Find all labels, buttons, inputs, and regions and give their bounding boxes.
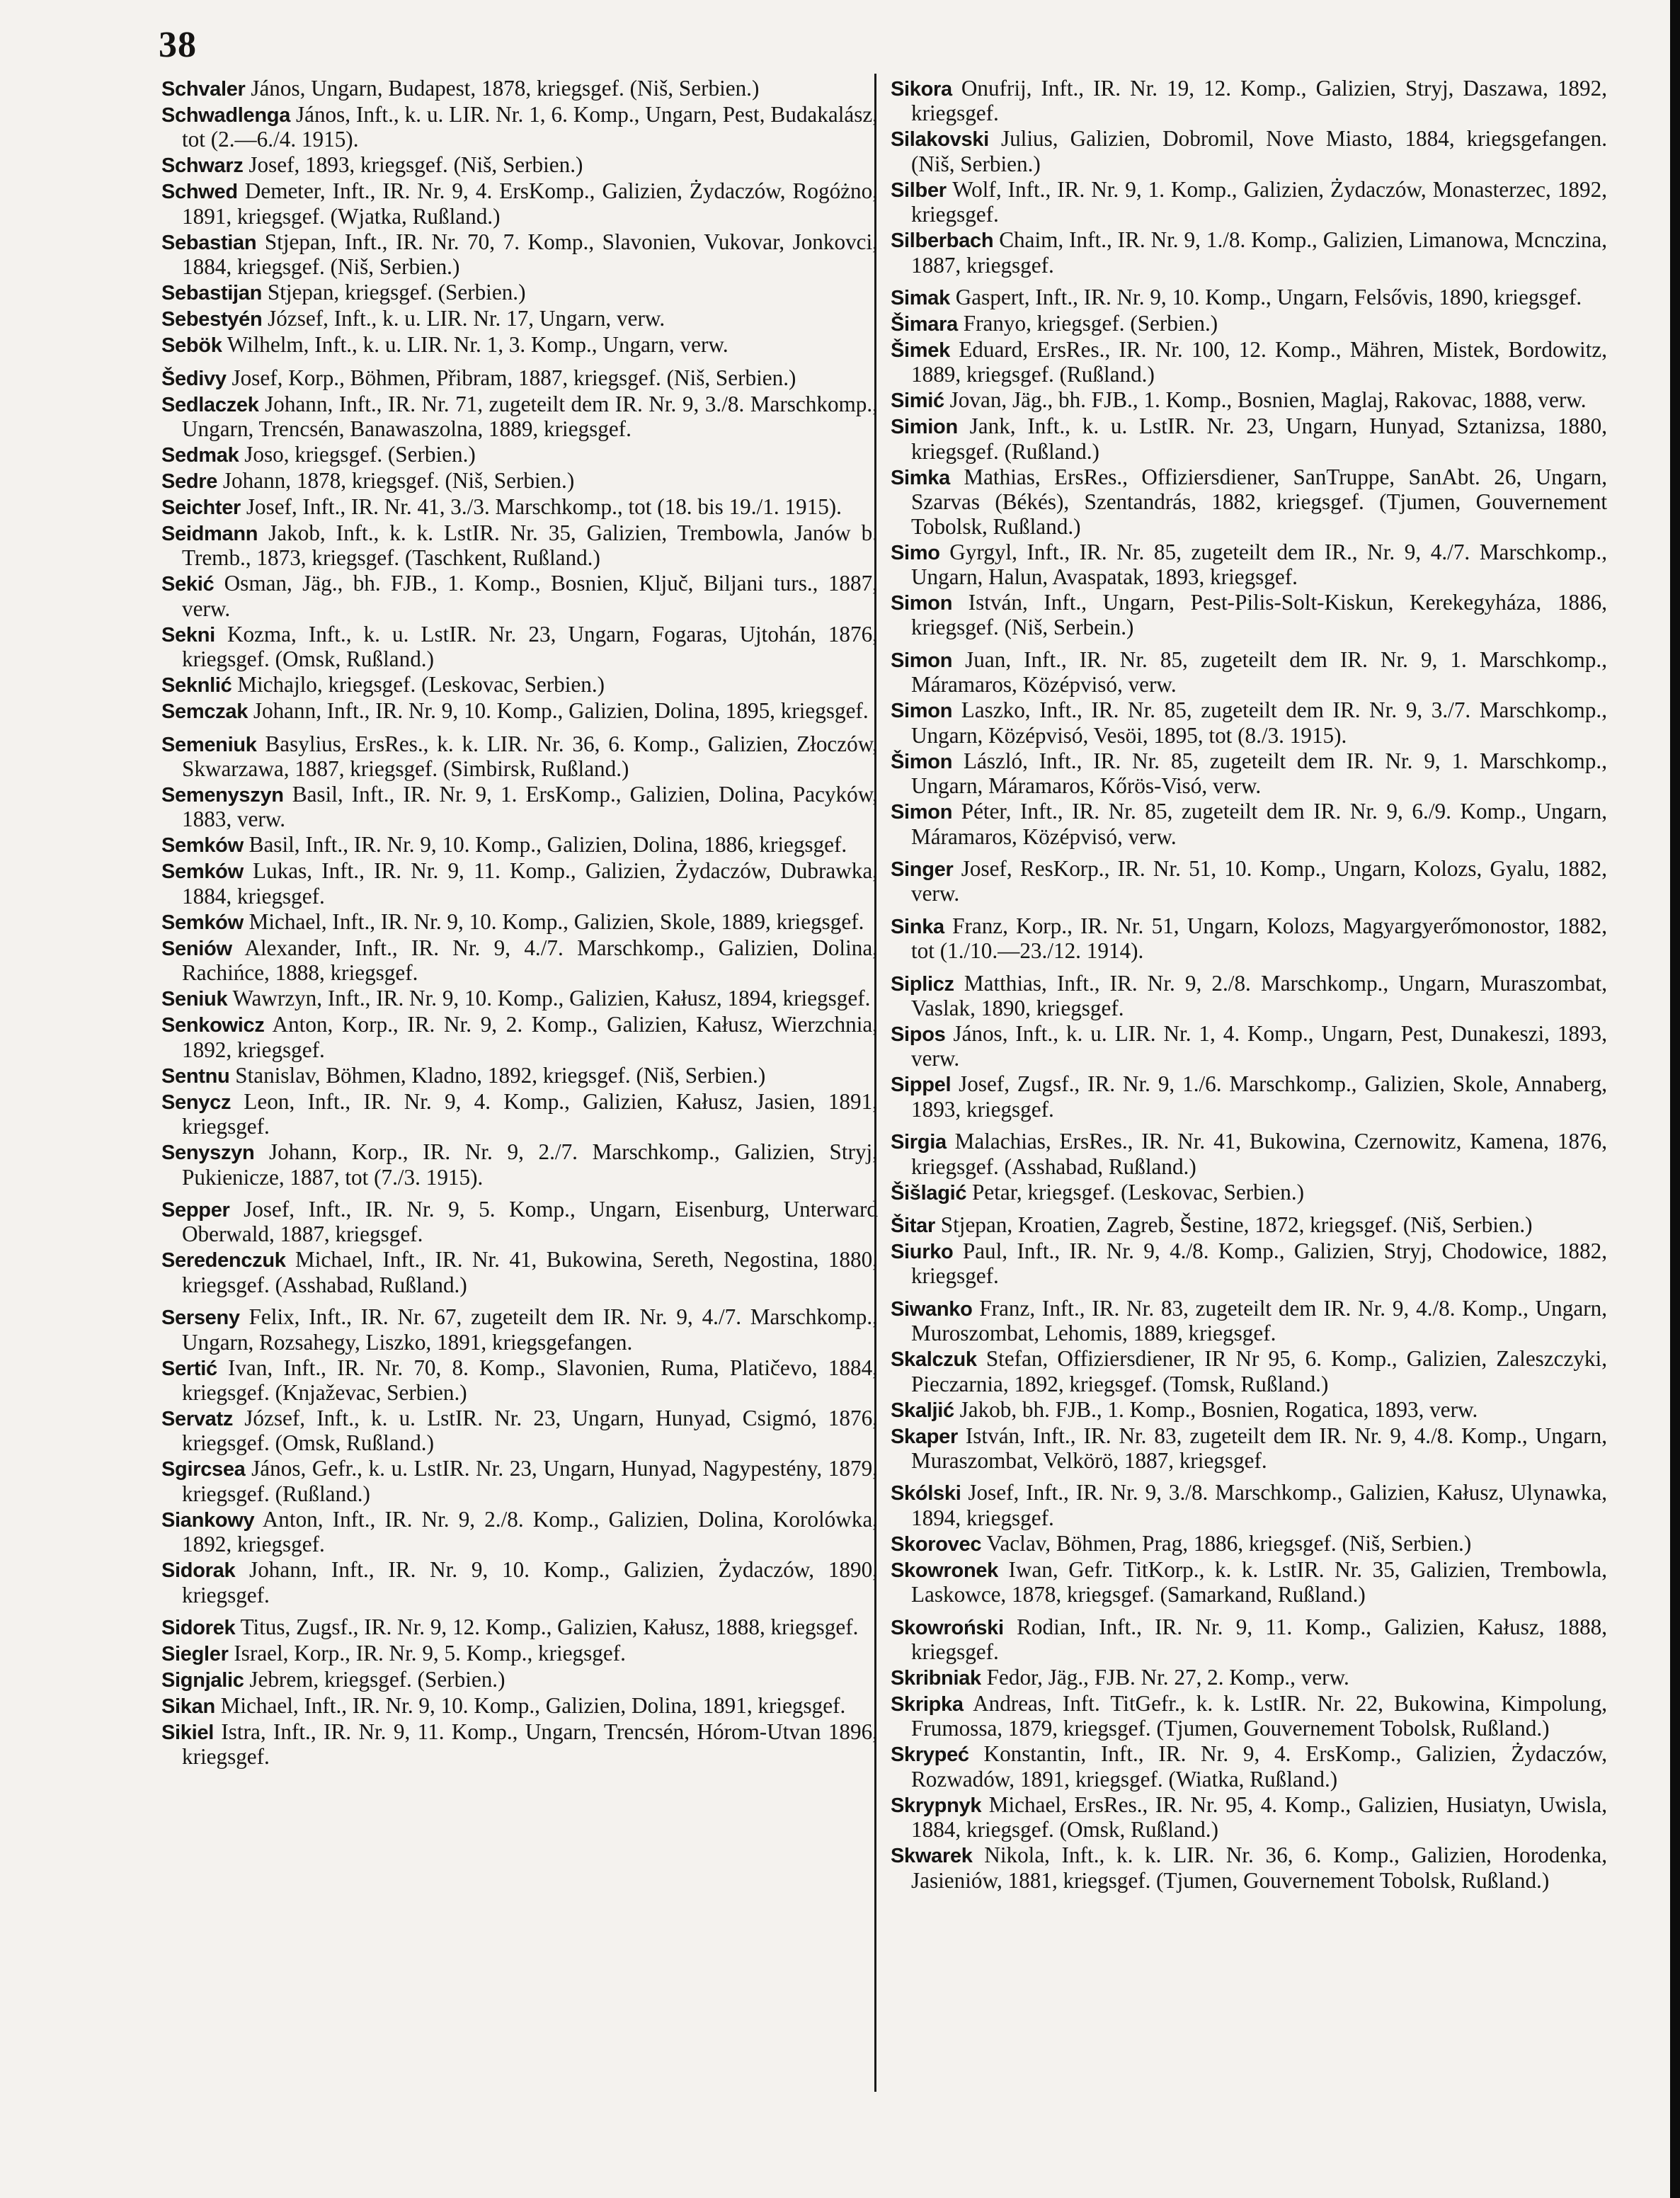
- register-entry: [891, 799, 1607, 849]
- entry-surname: Seniów: [161, 937, 232, 960]
- register-entry: [891, 1213, 1607, 1238]
- entry-details: Onufrij, Inft., IR. Nr. 19, 12. Komp., Galizien, Stryj, Daszawa, 1892, kriegsgef.: [911, 76, 1607, 126]
- entry-surname: Sedlaczek: [161, 393, 259, 416]
- entry-surname: Schwed: [161, 181, 238, 204]
- register-entry: [891, 1072, 1607, 1122]
- entry-surname: Servatz: [161, 1407, 234, 1430]
- register-entry: [891, 857, 1607, 906]
- register-entry: [161, 280, 878, 305]
- entry-surname: Sirgia: [891, 1131, 947, 1154]
- entry-surname: Simon: [891, 700, 953, 723]
- entry-details: Istra, Inft., IR. Nr. 9, 11. Komp., Ungarn, Trencsén, Hórom-Utvan 1896, kriegsgef.: [182, 1719, 878, 1770]
- entry-details: Osman, Jäg., bh. FJB., 1. Komp., Bosnien, Ključ, Biljani turs., 1887, verw.: [182, 571, 878, 621]
- entry-surname: Seredenczuk: [161, 1249, 286, 1272]
- entry-details: Laszko, Inft., IR. Nr. 85, zugeteilt dem IR. Nr. 9, 3./7. Marschkomp., Ungarn, Középvisó, Vesöi, 1895, tot (8./3. 1915).: [911, 697, 1607, 748]
- entry-surname: Seichter: [161, 496, 241, 520]
- register-entry: [891, 1297, 1607, 1346]
- entry-surname: Šimek: [891, 339, 950, 363]
- register-entry: [161, 1558, 878, 1607]
- register-entry: [161, 1197, 878, 1247]
- register-entry: [161, 1720, 878, 1770]
- entry-surname: Silakovski: [891, 128, 989, 152]
- entry-surname: Šišlagić: [891, 1181, 967, 1205]
- entry-details: János, Ungarn, Budapest, 1878, kriegsgef. (Niš, Serbien.): [245, 76, 760, 101]
- entry-surname: Skowroński: [891, 1616, 1004, 1639]
- entry-details: Michael, Inft., IR. Nr. 9, 10. Komp., Galizien, Dolina, 1891, kriegsgef.: [215, 1692, 846, 1718]
- entry-details: Jakob, Inft., k. k. LstIR. Nr. 35, Galizien, Trembowla, Janów b. Tremb., 1873, kriegsgef. (Taschkent, Rußland.): [182, 520, 878, 571]
- entry-surname: Sgircsea: [161, 1458, 246, 1481]
- register-entry: [161, 1615, 878, 1640]
- entry-surname: Sinka: [891, 915, 944, 938]
- entry-surname: Simo: [891, 541, 940, 564]
- register-entry: [161, 1140, 878, 1190]
- entry-details: Alexander, Inft., IR. Nr. 9, 4./7. Marschkomp., Galizien, Dolina, Rachińce, 1888, kriegsgef.: [182, 935, 878, 986]
- entry-surname: Skorovec: [891, 1532, 982, 1556]
- register-entry: [161, 782, 878, 832]
- entry-surname: Sidorek: [161, 1616, 236, 1639]
- entry-details: Anton, Korp., IR. Nr. 9, 2. Komp., Galizien, Kałusz, Wierzchnia, 1892, kriegsgef.: [182, 1012, 878, 1062]
- entry-surname: Simon: [891, 801, 953, 824]
- page-frame-edge: [1670, 0, 1680, 2198]
- entry-details: Michajlo, kriegsgef. (Leskovac, Serbien.): [232, 672, 605, 697]
- entry-details: Fedor, Jäg., FJB. Nr. 27, 2. Komp., verw.: [981, 1665, 1349, 1690]
- entry-surname: Šitar: [891, 1214, 935, 1237]
- entry-details: István, Inft., Ungarn, Pest-Pilis-Solt-Kiskun, Kerekegyháza, 1886, kriegsgef. (Niš, Serbein.): [911, 590, 1607, 640]
- entry-surname: Silber: [891, 178, 947, 202]
- register-entry: [891, 388, 1607, 413]
- entry-surname: Schwarz: [161, 154, 244, 178]
- register-entry: [161, 1248, 878, 1297]
- entry-details: Josef, Zugsf., IR. Nr. 9, 1./6. Marschkomp., Galizien, Skole, Annaberg, 1893, kriegsgef.: [911, 1071, 1607, 1122]
- entry-details: Johann, Inft., IR. Nr. 9, 10. Komp., Galizien, Dolina, 1895, kriegsgef.: [248, 698, 869, 724]
- register-entry: [161, 571, 878, 621]
- entry-surname: Skripka: [891, 1693, 964, 1716]
- entry-details: Basil, Inft., IR. Nr. 9, 10. Komp., Galizien, Dolina, 1886, kriegsgef.: [243, 832, 847, 858]
- entry-surname: Semków: [161, 911, 244, 934]
- register-entry: [891, 1424, 1607, 1474]
- entry-surname: Semczak: [161, 700, 248, 724]
- entry-details: Franyo, kriegsgef. (Serbien.): [957, 311, 1218, 336]
- entry-surname: Šimon: [891, 750, 953, 773]
- register-entry: [891, 465, 1607, 539]
- entry-surname: Semeniuk: [161, 733, 257, 756]
- register-entry: [891, 1180, 1607, 1205]
- entry-surname: Seidmann: [161, 523, 258, 546]
- entry-details: Chaim, Inft., IR. Nr. 9, 1./8. Komp., Galizien, Limanowa, Mcnczina, 1887, kriegsgef.: [911, 227, 1607, 278]
- entry-details: János, Inft., k. u. LIR. Nr. 1, 4. Komp., Ungarn, Pest, Dunakeszi, 1893, verw.: [911, 1020, 1607, 1071]
- entry-surname: Senkowicz: [161, 1014, 265, 1037]
- register-entry: [161, 179, 878, 229]
- entry-surname: Sidorak: [161, 1559, 236, 1583]
- entry-details: Josef, Inft., IR. Nr. 41, 3./3. Marschkomp., tot (18. bis 19./1. 1915).: [241, 494, 842, 520]
- entry-details: Basil, Inft., IR. Nr. 9, 1. ErsKomp., Galizien, Dolina, Pacyków, 1883, verw.: [182, 782, 878, 832]
- entry-details: Stanislav, Böhmen, Kladno, 1892, kriegsgef. (Niš, Serbien.): [229, 1062, 766, 1088]
- entry-surname: Singer: [891, 858, 954, 881]
- entry-surname: Seniuk: [161, 988, 228, 1011]
- entry-details: Franz, Inft., IR. Nr. 83, zugeteilt dem IR. Nr. 9, 4./8. Komp., Ungarn, Muroszombat, Lehomis, 1889, kriegsgef.: [911, 1295, 1607, 1346]
- entry-surname: Simka: [891, 466, 950, 489]
- entry-surname: Sedre: [161, 470, 218, 494]
- register-entry: [891, 1129, 1607, 1179]
- entry-details: Matthias, Inft., IR. Nr. 9, 2./8. Marschkomp., Ungarn, Muraszombat, Vaslak, 1890, kriegsgef.: [911, 970, 1607, 1020]
- entry-surname: Siurko: [891, 1240, 954, 1263]
- left-column: [161, 76, 878, 1770]
- register-entry: [891, 1239, 1607, 1289]
- entry-surname: Sedmak: [161, 444, 239, 467]
- register-entry: [891, 1793, 1607, 1843]
- entry-surname: Simić: [891, 389, 944, 413]
- register-entry: [891, 1398, 1607, 1423]
- entry-details: Petar, kriegsgef. (Leskovac, Serbien.): [966, 1179, 1305, 1205]
- entry-surname: Sekni: [161, 623, 215, 647]
- entry-details: Joso, kriegsgef. (Serbien.): [239, 442, 476, 467]
- entry-surname: Silberbach: [891, 229, 994, 253]
- register-entry: [161, 986, 878, 1011]
- entry-details: Johann, 1878, kriegsgef. (Niš, Serbien.): [217, 468, 575, 494]
- register-entry: [891, 1742, 1607, 1792]
- register-entry: [161, 307, 878, 331]
- register-entry: [161, 153, 878, 178]
- entry-surname: Sepper: [161, 1198, 230, 1222]
- entry-surname: Sebastijan: [161, 282, 263, 305]
- register-entry: [161, 1508, 878, 1557]
- register-entry: [161, 1356, 878, 1406]
- entry-details: Julius, Galizien, Dobromil, Nove Miasto, 1884, kriegsgefangen. (Niš, Serbien.): [911, 126, 1607, 176]
- entry-details: Basylius, ErsRes., k. k. LIR. Nr. 36, 6. Komp., Galizien, Złoczów, Skwarzawa, 1887, kriegsgef. (Simbirsk, Rußland.): [182, 731, 878, 782]
- register-entry: [891, 1481, 1607, 1530]
- entry-details: Juan, Inft., IR. Nr. 85, zugeteilt dem IR. Nr. 9, 1. Marschkomp., Máramaros, Középvisó, verw.: [911, 647, 1607, 697]
- entry-surname: Semków: [161, 860, 244, 884]
- entry-details: Konstantin, Inft., IR. Nr. 9, 4. ErsKomp., Galizien, Żydaczów, Rozwadów, 1891, kriegsgef. (Wiatka, Rußland.): [911, 1741, 1607, 1792]
- entry-surname: Siegler: [161, 1642, 229, 1665]
- entry-details: Wawrzyn, Inft., IR. Nr. 9, 10. Komp., Galizien, Kałusz, 1894, kriegsgef.: [227, 986, 871, 1011]
- register-entry: [891, 338, 1607, 387]
- entry-details: István, Inft., IR. Nr. 83, zugeteilt dem IR. Nr. 9, 4./8. Komp., Ungarn, Muraszombat, Velkörö, 1887, kriegsgef.: [911, 1423, 1607, 1473]
- register-entry: [161, 936, 878, 986]
- entry-surname: Sikiel: [161, 1721, 214, 1744]
- entry-surname: Schwadlenga: [161, 104, 291, 127]
- entry-surname: Seknlić: [161, 674, 232, 697]
- entry-details: Johann, Korp., IR. Nr. 9, 2./7. Marschkomp., Galizien, Stryj, Pukienicze, 1887, tot (7./3. 1915).: [182, 1139, 878, 1190]
- register-entry: [161, 1457, 878, 1506]
- entry-surname: Siplicz: [891, 972, 954, 996]
- entry-details: Josef, Inft., IR. Nr. 9, 5. Komp., Ungarn, Eisenburg, Unterward Oberwald, 1887, kriegsgef.: [182, 1196, 878, 1247]
- register-entry: [161, 673, 878, 697]
- entry-details: Josef, Inft., IR. Nr. 9, 3./8. Marschkomp., Galizien, Kałusz, Ulynawka, 1894, kriegsgef.: [911, 1480, 1607, 1530]
- entry-surname: Sikan: [161, 1695, 215, 1718]
- register-entry: [161, 366, 878, 391]
- entry-surname: Sebestyén: [161, 308, 263, 331]
- register-entry: [891, 648, 1607, 697]
- register-entry: [891, 591, 1607, 640]
- register-entry: [161, 1064, 878, 1088]
- entry-surname: Simon: [891, 649, 953, 672]
- register-entry: [161, 392, 878, 442]
- entry-details: Josef, ResKorp., IR. Nr. 51, 10. Komp., Ungarn, Kolozs, Gyalu, 1882, verw.: [911, 855, 1607, 906]
- register-entry: [161, 443, 878, 467]
- entry-surname: Šimara: [891, 313, 958, 336]
- register-entry: [161, 1694, 878, 1719]
- entry-details: Michael, Inft., IR. Nr. 9, 10. Komp., Galizien, Skole, 1889, kriegsgef.: [243, 909, 864, 934]
- register-entry: [161, 1641, 878, 1666]
- register-entry: [891, 285, 1607, 310]
- register-entry: [891, 540, 1607, 590]
- entry-details: Israel, Korp., IR. Nr. 9, 5. Komp., kriegsgef.: [228, 1640, 626, 1665]
- entry-surname: Siankowy: [161, 1508, 255, 1532]
- entry-details: Gaspert, Inft., IR. Nr. 9, 10. Komp., Ungarn, Felsővis, 1890, kriegsgef.: [949, 285, 1582, 310]
- entry-details: Malachias, ErsRes., IR. Nr. 41, Bukowina, Czernowitz, Kamena, 1876, kriegsgef. (Asshabad, Rußland.): [911, 1129, 1607, 1179]
- register-entry: [161, 1406, 878, 1456]
- register-entry: [161, 521, 878, 571]
- entry-details: Gyrgyl, Inft., IR. Nr. 85, zugeteilt dem IR., Nr. 9, 4./7. Marschkomp., Ungarn, Halun, Avaspatak, 1893, kriegsgef.: [911, 539, 1607, 590]
- register-entry: [891, 1347, 1607, 1396]
- register-entry: [161, 76, 878, 101]
- register-entry: [161, 910, 878, 935]
- register-entry: [891, 228, 1607, 278]
- register-entry: [161, 103, 878, 152]
- entry-details: László, Inft., IR. Nr. 85, zugeteilt dem IR. Nr. 9, 1. Marschkomp., Ungarn, Máramaros, Kőrös-Visó, verw.: [911, 748, 1607, 799]
- entry-surname: Senyszyn: [161, 1141, 255, 1165]
- entry-details: Johann, Inft., IR. Nr. 9, 10. Komp., Galizien, Żydaczów, 1890, kriegsgef.: [182, 1557, 878, 1607]
- register-entry: [161, 230, 878, 280]
- register-entry: [891, 1692, 1607, 1741]
- entry-details: Michael, Inft., IR. Nr. 41, Bukowina, Sereth, Negostina, 1880, kriegsgef. (Asshabad, Rußland.): [182, 1247, 878, 1297]
- register-entry: [161, 859, 878, 909]
- register-entry: [891, 972, 1607, 1021]
- entry-surname: Skrypnyk: [891, 1794, 982, 1817]
- register-entry: [891, 1532, 1607, 1556]
- entry-details: Iwan, Gefr. TitKorp., k. k. LstIR. Nr. 35, Galizien, Trembowla, Laskowce, 1878, kriegsgef. (Samarkand, Rußland.): [911, 1556, 1607, 1607]
- register-entry: [891, 749, 1607, 799]
- entry-details: Ivan, Inft., IR. Nr. 70, 8. Komp., Slavonien, Ruma, Platičevo, 1884, kriegsgef. (Knjaževac, Serbien.): [182, 1355, 878, 1405]
- entry-surname: Simak: [891, 287, 950, 310]
- entry-details: Jebrem, kriegsgef. (Serbien.): [244, 1666, 505, 1692]
- entry-details: Demeter, Inft., IR. Nr. 9, 4. ErsKomp., Galizien, Żydaczów, Rogóżno, 1891, kriegsgef. (Wjatka, Rußland.): [182, 178, 878, 229]
- entry-surname: Skalczuk: [891, 1348, 977, 1372]
- entry-surname: Skólski: [891, 1482, 961, 1505]
- entry-surname: Sekić: [161, 573, 215, 596]
- entry-details: Paul, Inft., IR. Nr. 9, 4./8. Komp., Galizien, Stryj, Chodowice, 1882, kriegsgef.: [911, 1238, 1607, 1289]
- entry-surname: Siwanko: [891, 1297, 973, 1321]
- entry-details: János, Inft., k. u. LIR. Nr. 1, 6. Komp., Ungarn, Pest, Budakalász, tot (2.—6./4. 1915).: [182, 102, 878, 152]
- entry-details: Josef, 1893, kriegsgef. (Niš, Serbien.): [243, 152, 583, 178]
- entry-details: Michael, ErsRes., IR. Nr. 95, 4. Komp., Galizien, Husiatyn, Uwisla, 1884, kriegsgef. (Omsk, Rußland.): [911, 1792, 1607, 1843]
- entry-surname: Šedivy: [161, 367, 227, 390]
- entry-surname: Sikora: [891, 78, 952, 101]
- entry-details: Péter, Inft., IR. Nr. 85, zugeteilt dem IR. Nr. 9, 6./9. Komp., Ungarn, Máramaros, Középvisó, verw.: [911, 799, 1607, 849]
- entry-details: Jovan, Jäg., bh. FJB., 1. Komp., Bosnien, Maglaj, Rakovac, 1888, verw.: [944, 387, 1587, 413]
- register-entry: [161, 622, 878, 672]
- entry-details: József, Inft., k. u. LstIR. Nr. 23, Ungarn, Hunyad, Csigmó, 1876, kriegsgef. (Omsk, Rußland.): [182, 1405, 878, 1456]
- register-entry: [161, 333, 878, 358]
- entry-details: Jank, Inft., k. u. LstIR. Nr. 23, Ungarn, Hunyad, Sztanizsa, 1880, kriegsgef. (Rußland.): [911, 414, 1607, 464]
- entry-surname: Sipos: [891, 1023, 946, 1046]
- entry-details: Rodian, Inft., IR. Nr. 9, 11. Komp., Galizien, Kałusz, 1888, kriegsgef.: [911, 1614, 1607, 1665]
- register-entry: [891, 76, 1607, 126]
- entry-surname: Sertić: [161, 1357, 217, 1380]
- right-column: [891, 76, 1607, 1894]
- register-entry: [161, 732, 878, 782]
- register-entry: [891, 698, 1607, 748]
- entry-details: Vaclav, Böhmen, Prag, 1886, kriegsgef. (Niš, Serbien.): [981, 1530, 1472, 1556]
- register-entry: [161, 1668, 878, 1692]
- register-entry: [891, 178, 1607, 227]
- register-entry: [891, 1615, 1607, 1665]
- register-entry: [891, 312, 1607, 336]
- register-entry: [891, 1665, 1607, 1690]
- entry-details: Eduard, ErsRes., IR. Nr. 100, 12. Komp., Mähren, Mistek, Bordowitz, 1889, kriegsgef. (Rußland.): [911, 337, 1607, 387]
- entry-surname: Sebastian: [161, 231, 257, 254]
- entry-details: Mathias, ErsRes., Offiziersdiener, SanTruppe, SanAbt. 26, Ungarn, Szarvas (Békés), Szentandrás, 1882, kriegsgef. (Tjumen, Gouvernement Tobolsk, Rußland.): [911, 464, 1607, 539]
- register-entry: [891, 414, 1607, 464]
- entry-details: Wolf, Inft., IR. Nr. 9, 1. Komp., Galizien, Żydaczów, Monasterzec, 1892, kriegsgef.: [911, 176, 1607, 227]
- register-entry: [161, 1013, 878, 1062]
- entry-details: Josef, Korp., Böhmen, Přibram, 1887, kriegsgef. (Niš, Serbien.): [226, 365, 796, 390]
- entry-surname: Skrypeć: [891, 1743, 969, 1767]
- entry-surname: Skaper: [891, 1425, 958, 1448]
- entry-details: József, Inft., k. u. LIR. Nr. 17, Ungarn, verw.: [262, 306, 665, 331]
- register-entry: [161, 495, 878, 520]
- register-entry: [161, 1305, 878, 1355]
- entry-details: Leon, Inft., IR. Nr. 9, 4. Komp., Galizien, Kałusz, Jasien, 1891, kriegsgef.: [182, 1088, 878, 1139]
- register-entry: [891, 1843, 1607, 1893]
- register-entry: [161, 699, 878, 724]
- register-entry: [161, 1090, 878, 1139]
- entry-details: Titus, Zugsf., IR. Nr. 9, 12. Komp., Galizien, Kałusz, 1888, kriegsgef.: [235, 1614, 859, 1639]
- entry-surname: Schvaler: [161, 78, 246, 101]
- entry-surname: Sebök: [161, 334, 222, 358]
- entry-details: Stjepan, Kroatien, Zagreb, Šestine, 1872, kriegsgef. (Niš, Serbien.): [935, 1212, 1533, 1237]
- entry-surname: Simion: [891, 416, 958, 439]
- entry-surname: Skaljić: [891, 1399, 954, 1422]
- register-entry: [891, 914, 1607, 964]
- entry-details: Stefan, Offiziersdiener, IR Nr 95, 6. Komp., Galizien, Zaleszczyki, Pieczarnia, 1892, kriegsgef. (Tomsk, Rußland.): [911, 1346, 1607, 1396]
- entry-details: Nikola, Inft., k. k. LIR. Nr. 36, 6. Komp., Galizien, Horodenka, Jasieniów, 1881, kriegsgef. (Tjumen, Gouvernement Tobolsk, Rußland.): [911, 1843, 1607, 1893]
- entry-surname: Semenyszyn: [161, 784, 284, 807]
- entry-surname: Sippel: [891, 1074, 952, 1097]
- entry-details: Anton, Inft., IR. Nr. 9, 2./8. Komp., Galizien, Dolina, Korolówka, 1892, kriegsgef.: [182, 1506, 878, 1557]
- entry-details: Lukas, Inft., IR. Nr. 9, 11. Komp., Galizien, Żydaczów, Dubrawka, 1884, kriegsgef.: [182, 858, 878, 909]
- entry-surname: Skowronek: [891, 1559, 999, 1582]
- entry-details: Wilhelm, Inft., k. u. LIR. Nr. 1, 3. Komp., Ungarn, verw.: [222, 332, 728, 358]
- entry-details: Kozma, Inft., k. u. LstIR. Nr. 23, Ungarn, Fogaras, Ujtohán, 1876, kriegsgef. (Omsk, Rußland.): [182, 621, 878, 672]
- entry-surname: Skribniak: [891, 1667, 981, 1690]
- entry-details: Stjepan, kriegsgef. (Serbien.): [262, 280, 526, 305]
- entry-surname: Skwarek: [891, 1845, 973, 1868]
- register-entry: [161, 833, 878, 858]
- register-entry: [891, 127, 1607, 176]
- entry-details: Stjepan, Inft., IR. Nr. 70, 7. Komp., Slavonien, Vukovar, Jonkovci, 1884, kriegsgef. (Niš, Serbien.): [182, 229, 878, 280]
- entry-details: Felix, Inft., IR. Nr. 67, zugeteilt dem IR. Nr. 9, 4./7. Marschkomp., Ungarn, Rozsahegy, Liszko, 1891, kriegsgefangen.: [182, 1304, 878, 1355]
- entry-details: János, Gefr., k. u. LstIR. Nr. 23, Ungarn, Hunyad, Nagypestény, 1879, kriegsgef. (Rußland.): [182, 1456, 878, 1506]
- entry-surname: Semków: [161, 834, 244, 858]
- entry-details: Johann, Inft., IR. Nr. 71, zugeteilt dem IR. Nr. 9, 3./8. Marschkomp., Ungarn, Trencsén, Banawaszolna, 1889, kriegsgef.: [182, 391, 878, 442]
- register-entry: [161, 469, 878, 494]
- page-number: 38: [159, 25, 197, 65]
- entry-details: Andreas, Inft. TitGefr., k. k. LstIR. Nr. 22, Bukowina, Kimpolung, Frumossa, 1879, kriegsgef. (Tjumen, Gouvernement Tobolsk, Rußland.): [911, 1691, 1607, 1741]
- entry-details: Franz, Korp., IR. Nr. 51, Ungarn, Kolozs, Magyargyerőmonostor, 1882, tot (1./10.—23./12. 1914).: [911, 913, 1607, 964]
- entry-surname: Serseny: [161, 1306, 240, 1330]
- entry-surname: Simon: [891, 592, 953, 615]
- entry-surname: Senycz: [161, 1091, 232, 1114]
- register-entry: [891, 1558, 1607, 1607]
- entry-surname: Signjalic: [161, 1668, 244, 1692]
- register-entry: [891, 1022, 1607, 1071]
- entry-surname: Sentnu: [161, 1064, 230, 1088]
- entry-details: Jakob, bh. FJB., 1. Komp., Bosnien, Rogatica, 1893, verw.: [954, 1396, 1478, 1422]
